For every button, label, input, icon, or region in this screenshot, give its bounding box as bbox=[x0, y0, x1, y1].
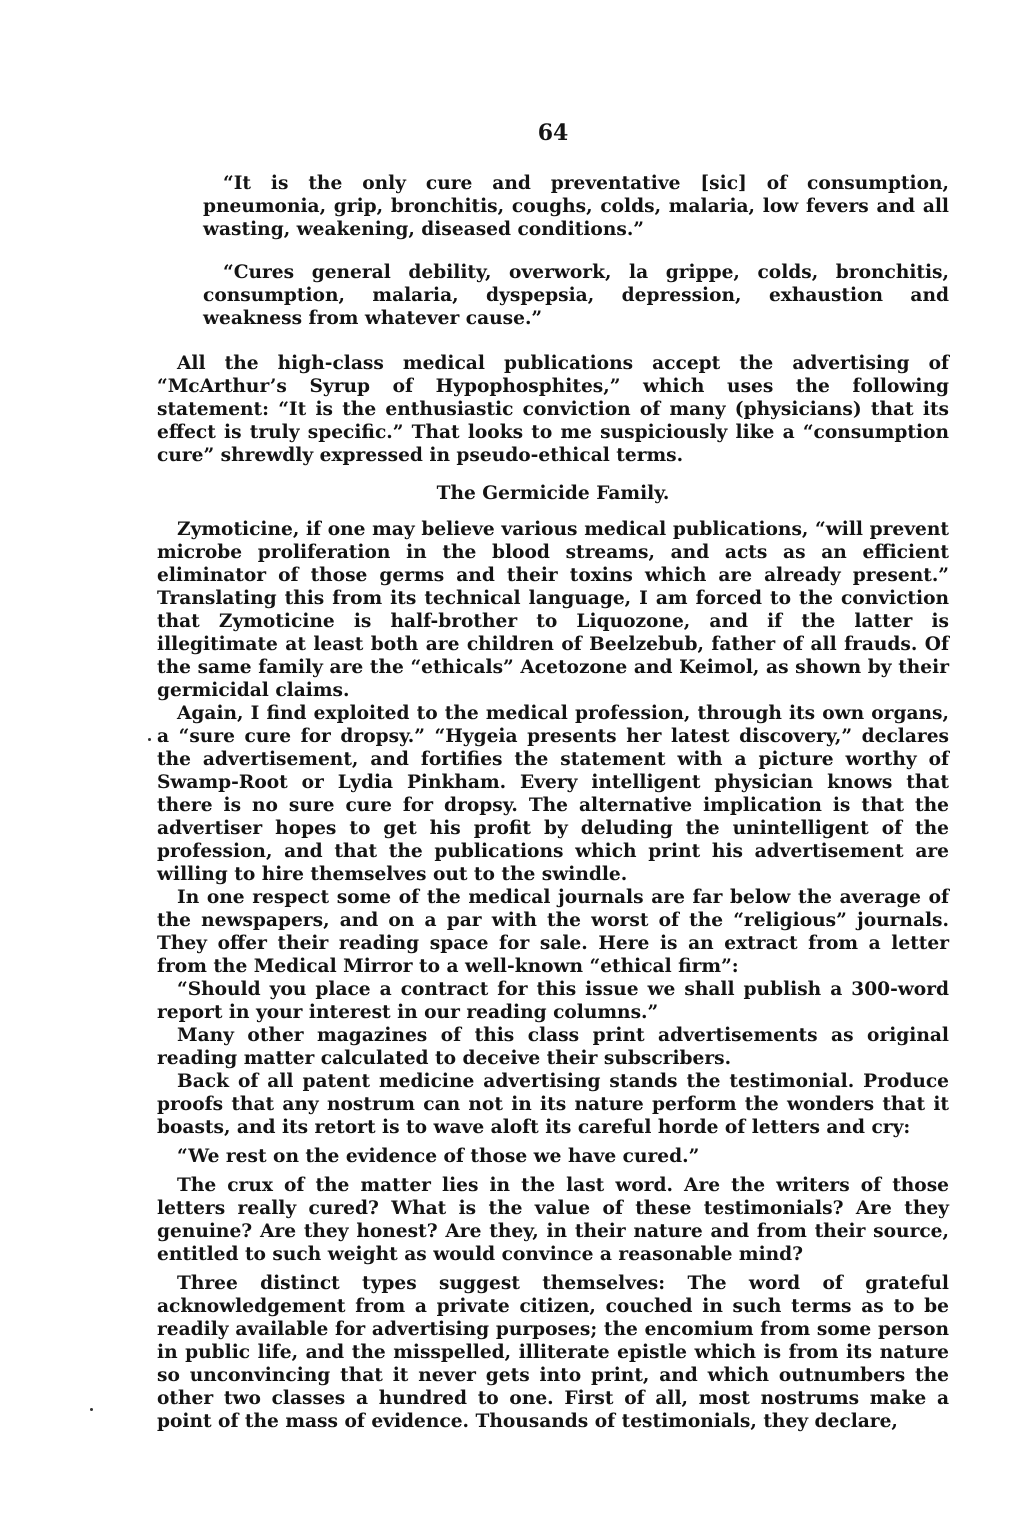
body-paragraph: Again, I find exploited to the medical profession, through its own organs, a “sure cure for dropsy.” “Hygeia presents her latest discovery,” declares the advertisement, and fortifies the statement with a picture worthy of Swamp-Root or Lydia Pinkham. Every intelligent physician knows that there is no sure cure for dropsy. The alternative implication is that the advertiser hopes to get his profit by deluding the unintelligent of the profession, and that the publications which print his advertisement are willing to hire themselves out to the swindle. bbox=[157, 703, 949, 885]
section-heading: The Germicide Family. bbox=[436, 483, 670, 504]
body-paragraph: All the high-class medical publications accept the advertising of “McArthur’s Syrup of Hypophosphites,” which uses the following statement: “It is the enthusiastic conviction of many (physicians) that its effect is truly specific.” That looks to me suspiciously like a “consumption cure” shrewdly expressed in pseudo-ethical terms. bbox=[157, 353, 949, 466]
quote-paragraph: “It is the only cure and preventative [sic] of consumption, pneumonia, grip, bronchitis, coughs, colds, malaria, low fevers and all wasting, weakening, diseased conditions.” bbox=[203, 173, 949, 240]
body-paragraph: In one respect some of the medical journals are far below the average of the newspapers, and on a par with the worst of the “religious” journals. They offer their reading space for sale. Here is an extract from a letter from the Medical Mirror to a well-known “ethical firm”: bbox=[157, 887, 949, 977]
body-paragraph: Zymoticine, if one may believe various medical publications, “will prevent microbe proliferation in the blood streams, and acts as an efficient eliminator of those germs and their toxins which are already present.” Translating this from its technical language, I am forced to the conviction that Zymoticine is half-brother to Liquozone, and if the latter is illegitimate at least both are children of Beelzebub, father of all frauds. Of the same family are the “ethicals” Acetozone and Keimol, as shown by their germicidal claims. bbox=[157, 519, 949, 701]
body-paragraph: Back of all patent medicine advertising stands the testimonial. Produce proofs that any nostrum can not in its nature perform the wonders that it boasts, and its retort is to wave aloft its careful horde of letters and cry: bbox=[157, 1071, 949, 1138]
block-quote: “We rest on the evidence of those we have cured.” bbox=[177, 1146, 700, 1167]
body-paragraph: The crux of the matter lies in the last word. Are the writers of those letters really cured? What is the value of these testimonials? Are they genuine? Are they honest? Are they, in their nature and from their source, entitled to such weight as would convince a reasonable mind? bbox=[157, 1175, 949, 1265]
scan-speck bbox=[90, 1408, 93, 1411]
scan-speck bbox=[148, 738, 151, 741]
page-number: 64 bbox=[537, 120, 569, 146]
body-paragraph: Three distinct types suggest themselves: The word of grateful acknowledgement from a private citizen, couched in such terms as to be readily available for advertising purposes; the encomium from some person in public life, and the misspelled, illiterate epistle which is from its nature so unconvincing that it never gets into print, and which outnumbers the other two classes a hundred to one. First of all, most nostrums make a point of the mass of evidence. Thousands of testimonials, they declare, bbox=[157, 1273, 949, 1432]
block-quote: “Should you place a contract for this issue we shall publish a 300-word report in your interest in our reading columns.” bbox=[157, 979, 949, 1023]
body-paragraph: Many other magazines of this class print advertisements as original reading matter calculated to deceive their subscribers. bbox=[157, 1025, 949, 1069]
quote-paragraph: “Cures general debility, overwork, la grippe, colds, bronchitis, consumption, malaria, dyspepsia, depression, exhaustion and weakness from whatever cause.” bbox=[203, 262, 949, 329]
document-page bbox=[157, 120, 949, 1433]
